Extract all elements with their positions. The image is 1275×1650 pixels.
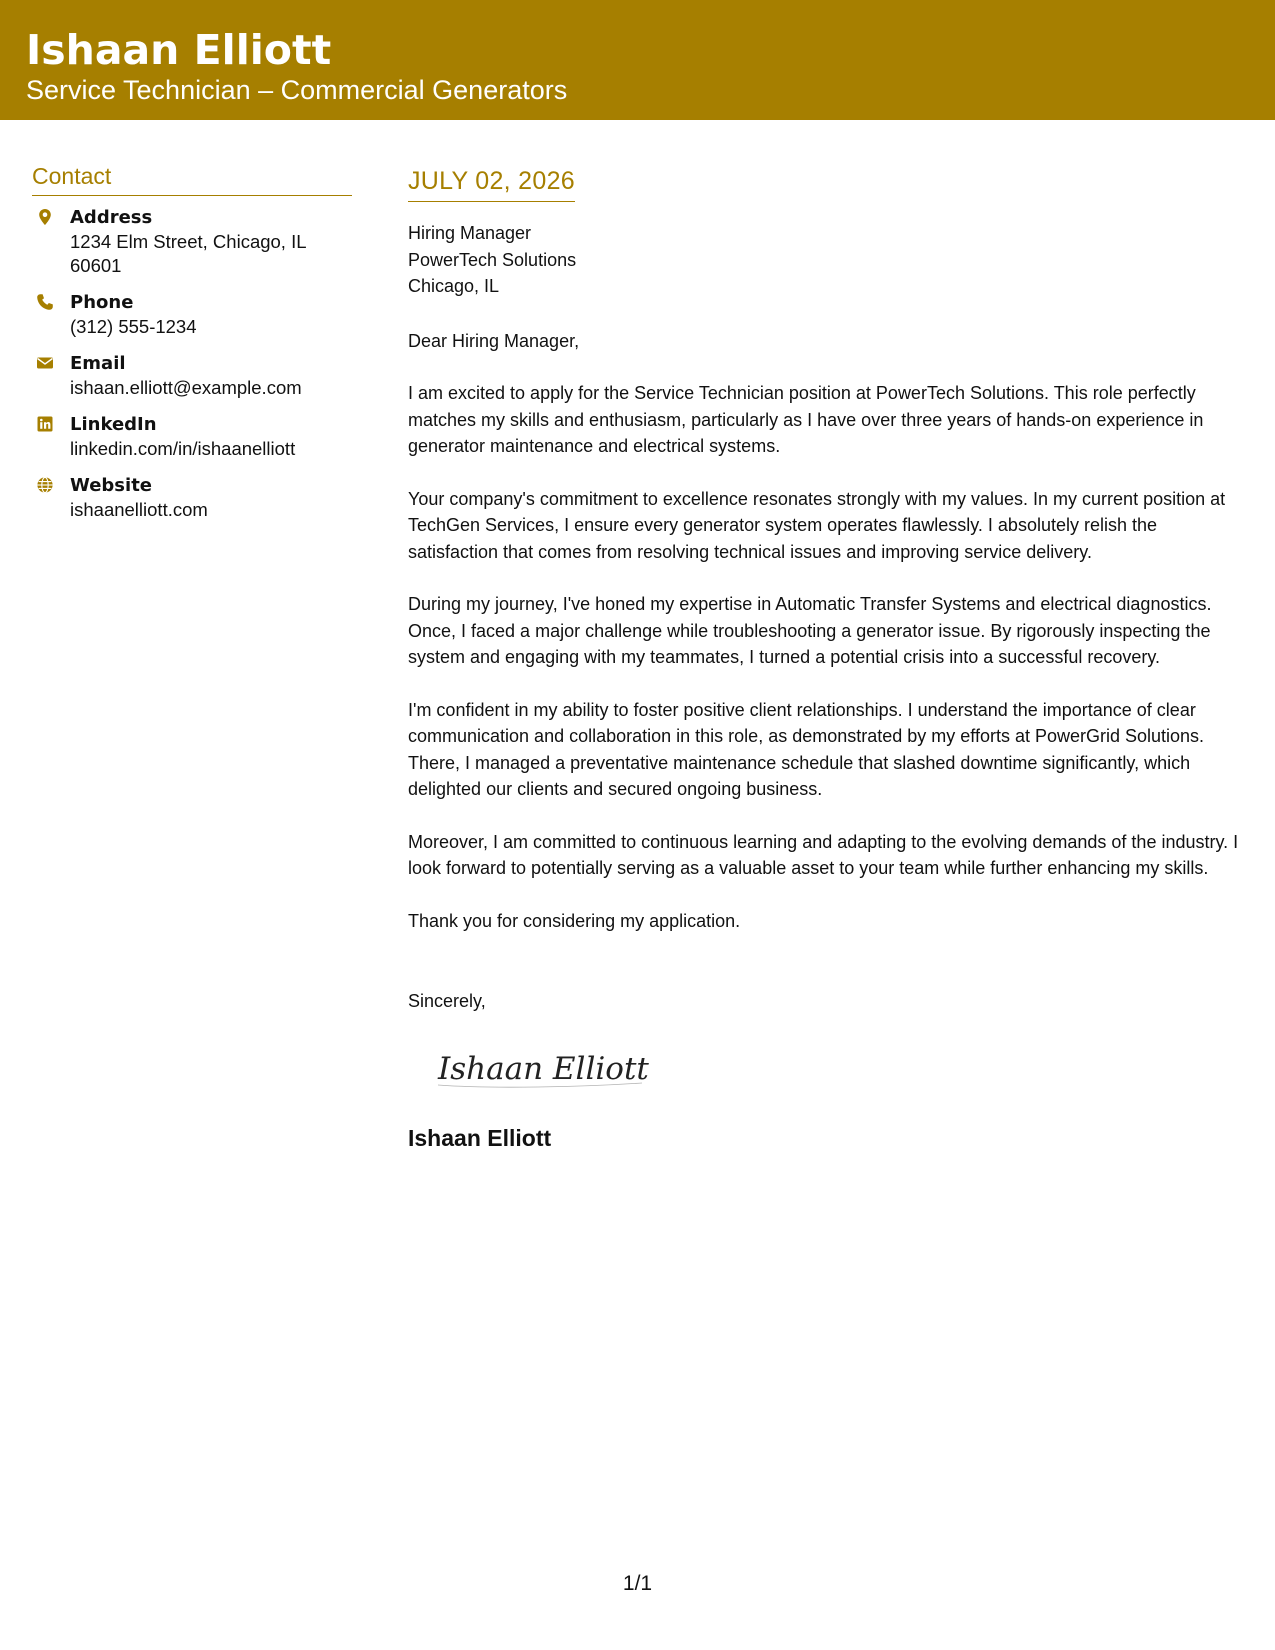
letter-paragraph: Your company's commitment to excellence resonates strongly with my values. In my current position at TechGen Services, I ensure every generator system operates flawlessly. I absolutely relish the satisfaction that comes from resolving technical issues and improving service delivery. <box>408 488 1226 562</box>
envelope-icon <box>36 354 54 372</box>
letter-paragraph: Moreover, I am committed to continuous learning and adapting to the evolving demands of the industry. I look forward to potentially serving as a valuable asset to your team while further enhancing my skills. <box>408 831 1239 878</box>
closing: Sincerely, <box>408 991 486 1011</box>
recipient-block <box>408 220 1248 300</box>
letter-paragraph: Thank you for considering my application. <box>408 910 741 931</box>
recipient-company: PowerTech Solutions <box>408 249 577 270</box>
contact-label: LinkedIn <box>70 414 157 435</box>
letter-paragraph: I am excited to apply for the Service Technician position at PowerTech Solutions. This role perfectly matches my skills and enthusiasm, particularly as I have over three years of hands-on experience in generator maintenance and electrical systems. <box>408 383 1204 456</box>
contact-value: ishaanelliott.com <box>70 499 208 520</box>
letter-paragraph: I'm confident in my ability to foster positive client relationships. I understand the importance of clear communication and collaboration in this role, as demonstrated by my efforts at PowerGrid Solutions. There, I managed a preventative maintenance schedule that slashed downtime significantly, which delighted our clients and secured ongoing business. <box>408 699 1205 799</box>
map-pin-icon <box>36 208 54 226</box>
contact-item-address <box>32 206 352 278</box>
signer-name: Ishaan Elliott <box>408 1124 552 1151</box>
letter-paragraph: During my journey, I've honed my expertise in Automatic Transfer Systems and electrical diagnostics. Once, I faced a major challenge while troubleshooting a generator issue. By rigorously inspecting the system and engaging with my teammates, I turned a potential crisis into a successful recovery. <box>408 594 1212 667</box>
handwritten-signature <box>432 1041 672 1097</box>
contact-label: Website <box>70 475 153 496</box>
contact-item-phone <box>32 291 352 339</box>
job-title: Service Technician – Commercial Generators <box>26 75 568 105</box>
contact-label: Email <box>70 353 126 374</box>
salutation: Dear Hiring Manager, <box>408 330 580 351</box>
recipient-location: Chicago, IL <box>408 276 500 296</box>
cover-letter-body <box>408 164 1248 1153</box>
applicant-name: Ishaan Elliott <box>26 26 332 74</box>
contact-sidebar <box>32 160 352 535</box>
contact-item-email <box>32 352 352 400</box>
contact-value: (312) 555-1234 <box>70 316 197 337</box>
contact-section-title: Contact <box>32 160 352 196</box>
globe-icon <box>36 476 54 494</box>
letter-date: JULY 02, 2026 <box>408 164 575 202</box>
linkedin-icon <box>36 415 54 433</box>
header-banner <box>0 0 1275 120</box>
page-number: 1/1 <box>622 1572 653 1595</box>
contact-item-linkedin <box>32 413 352 461</box>
contact-item-website <box>32 474 352 522</box>
signature-text: Ishaan Elliott <box>438 1050 649 1087</box>
contact-value: 1234 Elm Street, Chicago, IL 60601 <box>70 231 306 276</box>
contact-value: ishaan.elliott@example.com <box>70 377 302 398</box>
contact-value: linkedin.com/in/ishaanelliott <box>70 438 296 459</box>
contact-label: Address <box>70 207 153 228</box>
recipient-name: Hiring Manager <box>408 223 532 243</box>
phone-icon <box>36 293 54 311</box>
contact-label: Phone <box>70 292 134 313</box>
contact-list <box>32 206 352 522</box>
